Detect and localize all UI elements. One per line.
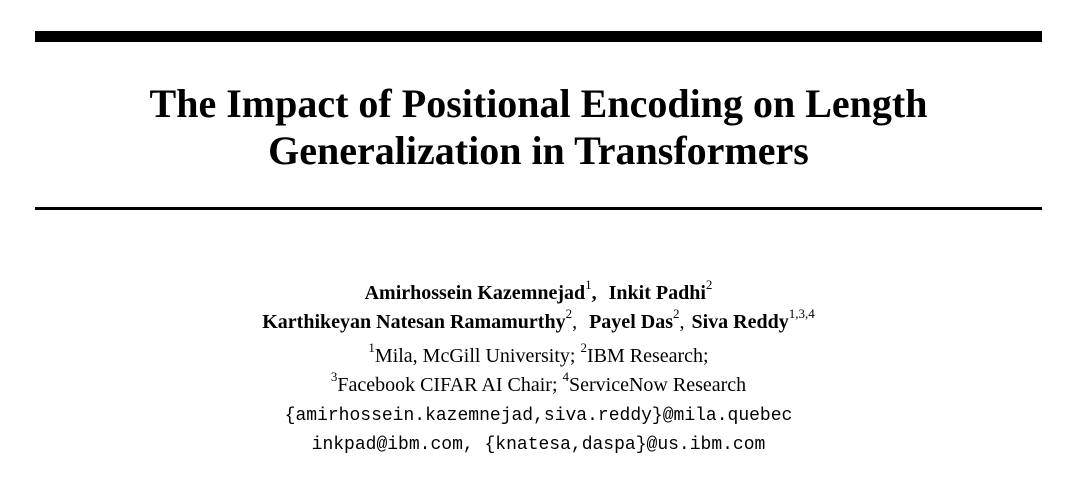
author-affiliation-marker: 2	[565, 306, 573, 322]
author-row-1: Amirhossein Kazemnejad$^1$, Inkit Padhi$^2$	[364, 277, 713, 304]
affiliation-name: IBM Research;	[586, 345, 709, 367]
author-name: Siva Reddy	[691, 311, 789, 333]
paper-title-line-1: The Impact of Positional Encoding on Length	[149, 81, 928, 126]
author-affiliation-marker: 1	[585, 277, 592, 293]
affiliation-row-2	[35, 371, 1042, 400]
author-name: Karthikeyan Natesan Ramamurthy	[262, 311, 566, 333]
email-address[interactable]: inkpad@ibm.com,	[311, 435, 474, 455]
author-affiliation-marker: 1,3,4	[788, 306, 815, 322]
paper-title	[35, 80, 1042, 174]
contact-emails	[35, 402, 1042, 460]
affiliation-marker: 4	[562, 369, 569, 385]
author-affiliation-marker: 2	[672, 306, 680, 322]
email-address[interactable]: {knatesa,daspa}@us.ibm.com	[484, 435, 766, 455]
author-name: Payel Das	[589, 311, 673, 333]
title-bottom-rule	[35, 207, 1042, 210]
affiliation-list	[35, 342, 1042, 400]
email-row-2	[35, 431, 1042, 460]
author-name: Amirhossein Kazemnejad	[364, 282, 586, 304]
affiliation-name: ServiceNow Research	[569, 374, 747, 396]
affiliation-row-1	[35, 342, 1042, 371]
author-list	[35, 279, 1042, 337]
paper-title-line-2: Generalization in Transformers	[268, 128, 809, 173]
affiliation-name: Mila, McGill University;	[374, 345, 576, 367]
affiliation-marker: 1	[368, 340, 375, 356]
author-affiliation-marker: 2	[705, 277, 713, 293]
affiliation-marker: 3	[330, 369, 338, 385]
title-top-rule	[35, 31, 1042, 42]
affiliation-marker: 2	[580, 340, 587, 356]
email-row-1[interactable]: {amirhossein.kazemnejad,siva.reddy}@mila.quebec	[284, 406, 793, 426]
author-row-2: Karthikeyan Natesan Ramamurthy$^2$, Payel Das$^2$, Siva Reddy$^{1,3,4}$	[262, 306, 815, 333]
affiliation-name: Facebook CIFAR AI Chair;	[337, 374, 558, 396]
author-name: Inkit Padhi	[608, 282, 706, 304]
